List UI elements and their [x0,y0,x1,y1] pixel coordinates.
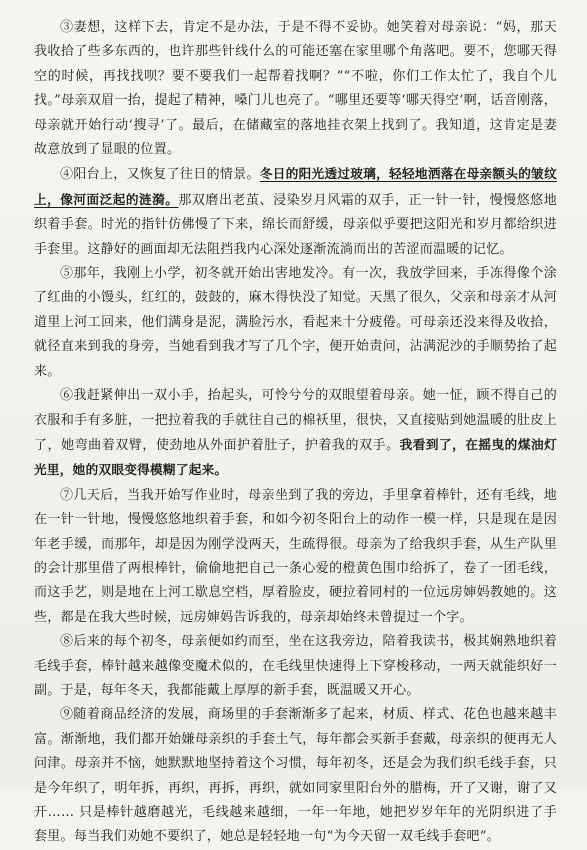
paragraph-p3 [34,16,557,162]
emphasized-text: 我看到了，在摇曳的煤油灯光里，她的双眼变得模糊了起来。 [34,436,557,478]
paragraph-text: 那双磨出老茧、浸染岁月风霜的双手，正一针一针，慢慢悠悠地织着手套。时光的指针仿佛慢了下来，绵长而舒缓，母亲似乎要把这阳光和岁月都给织进手套里。这静好的画面却无法阻挡我内心深处逐渐流淌而出的苦涩而温暖的记忆。 [34,192,557,257]
paragraph-p4 [34,162,557,262]
paragraph-p8 [34,630,557,703]
paragraph-text: ③妻想，这样下去，肯定不是办法，于是不得不妥协。她笑着对母亲说：“妈，那天我收拾了些多东西的，也许那些针线什么的可能还塞在家里哪个角落吧。要不，您哪天得空的时候，再找找呗？要不要我们一起帮着找啊？”“不啦，你们工作太忙了，我自个儿找。”母亲双眉一抬，提起了精神，嗓门儿也亮了。“哪里还要等‘哪天得空’啊，话音刚落，母亲就开始行动‘搜寻’了。最后，在储藏室的落地挂衣架上找到了。我知道，这肯定是妻故意放到了显眼的位置。 [34,20,557,158]
paragraph-p7 [34,484,557,630]
paragraph-p6 [34,384,557,484]
paragraph-text: ⑥我赶紧伸出一双小手，抬起头，可怜兮兮的双眼望着母亲。她一怔，顾不得自己的衣服和手有多脏，一把拉着我的手就往自己的棉袄里，很快，又直接贴到她温暖的肚皮上了，她弯曲着双臂，使劲地从外面护着肚子，护着我的双手。 [34,388,557,453]
paragraph-text: ⑨随着商品经济的发展，商场里的手套渐渐多了起来，材质、样式、花色也越来越丰富。渐渐地，我们都开始嫌母亲织的手套土气，每年都会买新手套戴，母亲织的便再无人问津。母亲并不恼，她默默地坚持着这个习惯，每年初冬，还是会为我们织毛线手套，只是今年织了，明年拆，再织，再拆，再织，就如同家里阳台外的腊梅，开了又谢，谢了又开…… 只是棒针越磨越光，毛线越来越细，一年一年地，她把岁岁年年的光阴织进了手套里。每当我们劝她不要织了，她总是轻轻地一句“为今天留一双毛线手套吧”。 [34,707,557,845]
paragraph-p9 [34,703,557,849]
emphasized-text: 冬日的阳光透过玻璃，轻轻地洒落在母亲额头的皱纹上，像河面泛起的涟漪。 [34,166,557,207]
paragraph-text: ④阳台上，又恢复了往日的情景。 [60,167,260,183]
paragraph-text: ⑤那年，我刚上小学，初冬就开始出害地发冷。有一次，我放学回来，手冻得像个涂了红曲的小馒头，红红的，鼓鼓的，麻木得快没了知觉。天黑了很久，父亲和母亲才从河道里上河工回来，他们满身是泥，满脸污水，看起来十分疲倦。可母亲还没来得及收拾，就径直来到我的身旁，当她看到我才写了几个字，便开始责问，沾满泥沙的手顺势抬了起来。 [34,266,557,379]
paragraph-p5 [34,262,557,384]
paragraph-text: ⑦几天后，当我开始写作业时，母亲坐到了我的旁边，手里拿着棒针，还有毛线，地在一针一针地，慢慢悠悠地织着手套，和如今初冬阳台上的动作一模一样，只是现在是因年老手缓，而那年，却是因为刚学没两天，生疏得很。母亲为了给我织手套，从生产队里的会计那里借了两根棒针，偷偷地把自己一条心爱的橙黄色围巾给拆了，卷了一团毛线，而这手艺，则是地在上河工歇息空档，厚着脸皮，硬拉着同村的一位远房婶妈教她的。这些，都是在我大些时候，远房婶妈告诉我的，母亲却始终未曾提过一个字。 [34,487,557,625]
paragraph-text: ⑧后来的每个初冬，母亲便如约而至，坐在这我旁边，陪着我读书，极其娴熟地织着毛线手套，棒针越来越像变魔术似的，在毛线里快速得上下穿梭移动，一两天就能织好一副。于是，每年冬天，我都能戴上厚厚的新手套，既温暖又开心。 [34,634,557,698]
